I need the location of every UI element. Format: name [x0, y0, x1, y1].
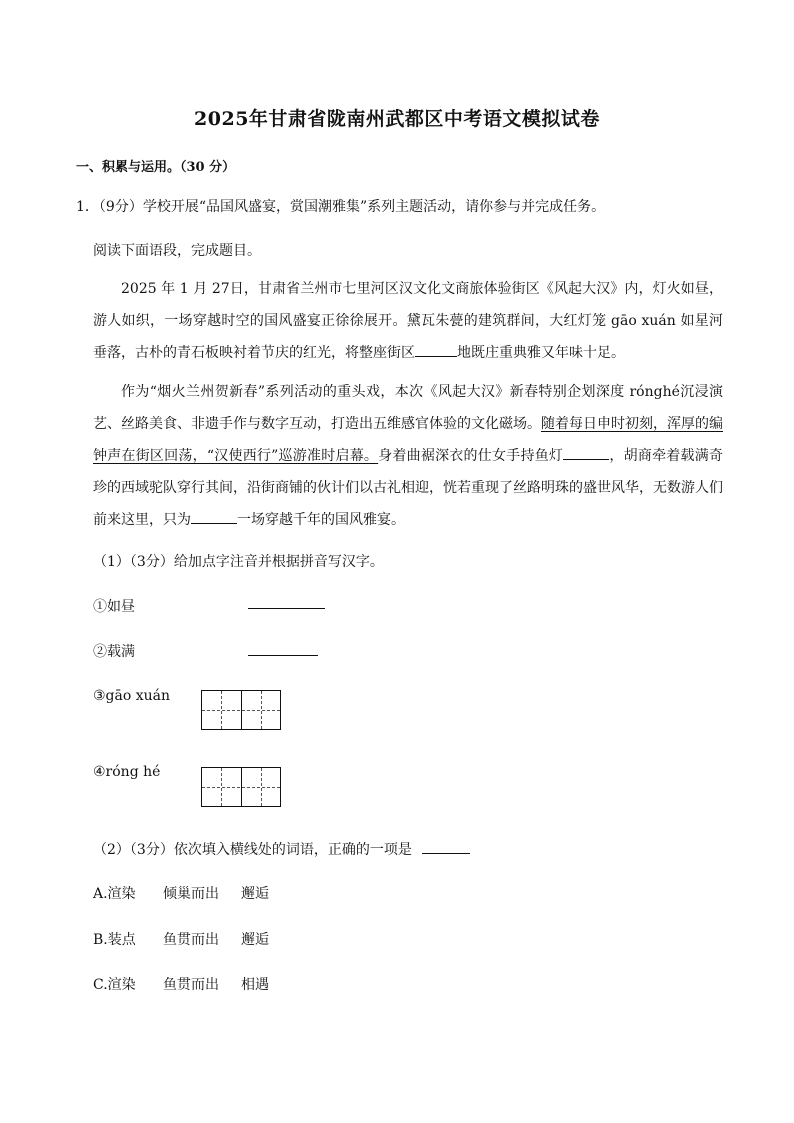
grid-guide: [202, 787, 280, 788]
option-c-word-3: 相遇: [241, 977, 269, 993]
option-c-word-1: C.渲染: [93, 977, 136, 993]
item-4-label: ④róng hé: [93, 764, 161, 780]
passage-paragraph-1: [93, 273, 723, 369]
option-b-word-2: 鱼贯而出: [163, 932, 219, 948]
sub-question-2: [93, 839, 470, 859]
option-a-word-2: 倾巢而出: [163, 886, 219, 902]
section-heading: 一、积累与运用。（30 分）: [76, 160, 236, 175]
option-b[interactable]: [93, 929, 269, 949]
blank-3: [191, 509, 237, 524]
writing-grid-4[interactable]: [201, 767, 281, 807]
passage-p2-mid: 身着曲裾深衣的仕女手持鱼灯: [378, 448, 564, 464]
reading-instruction: 阅读下面语段，完成题目。: [93, 243, 261, 259]
option-b-word-3: 邂逅: [241, 932, 269, 948]
passage-p1-tail: 地既庄重典雅又年味十足。: [457, 345, 625, 361]
item-3-label: ③gāo xuán: [93, 688, 171, 704]
passage-p2-end: 一场穿越千年的国风雅宴。: [237, 512, 405, 528]
passage-p2-text: 作为“烟火兰州贺新春”系列活动的重头戏，本次《风起大汉》新春特别企划深度 rónghé沉浸演艺、丝路美食、非遗手作与数字互动，打造出五维感官体验的文化磁场。: [93, 384, 723, 432]
grid-guide: [202, 710, 280, 711]
option-c-word-2: 鱼贯而出: [163, 977, 219, 993]
passage-p2-rest: ，胡商牵着载满奇珍的西域驼队穿行其间，沿街商铺的伙计们以古礼相迎，恍若重现了丝路明珠的盛世风华，无数游人们前来这里，只为: [93, 448, 723, 528]
option-c[interactable]: [93, 974, 269, 994]
sub-question-1: （1）（3分）给加点字注音并根据拼音写汉字。: [93, 554, 384, 570]
option-a[interactable]: [93, 883, 269, 903]
answer-line-2[interactable]: [248, 655, 318, 656]
question-1-stem: 1．（9分）学校开展“品国风盛宴，赏国潮雅集”系列主题活动，请你参与并完成任务。: [76, 199, 606, 215]
option-b-word-1: B.装点: [93, 932, 136, 948]
option-a-word-1: A.渲染: [93, 886, 136, 902]
answer-line-1[interactable]: [248, 608, 325, 609]
passage-p1-text: 2025 年 1 月 27日，甘肃省兰州市七里河区汉文化文商旅体验街区《风起大汉》内，灯火如昼，游人如织，一场穿越时空的国风盛宴正徐徐展开。黛瓦朱甍的建筑群间，大红灯笼 gāo xuán 如星河垂落，古朴的青石板映衬着节庆的红光，将整座街区: [93, 281, 723, 361]
passage-paragraph-2: [93, 376, 723, 536]
underlined-sentence: 随着每日申时初刻，浑厚的编钟声在街区回荡，“汉使西行”巡游准时启幕。: [93, 416, 723, 464]
blank-1: [415, 342, 457, 357]
answer-blank-2[interactable]: [422, 839, 470, 854]
option-a-word-3: 邂逅: [241, 886, 269, 902]
item-1-label: ①如昼: [93, 599, 135, 615]
exam-title: 2025年甘肃省陇南州武都区中考语文模拟试卷: [194, 108, 600, 130]
sub-question-2-text: （2）（3分）依次填入横线处的词语，正确的一项是: [93, 842, 412, 858]
writing-grid-3[interactable]: [201, 690, 281, 730]
blank-2: [563, 445, 609, 460]
item-2-label: ②载满: [93, 644, 135, 660]
